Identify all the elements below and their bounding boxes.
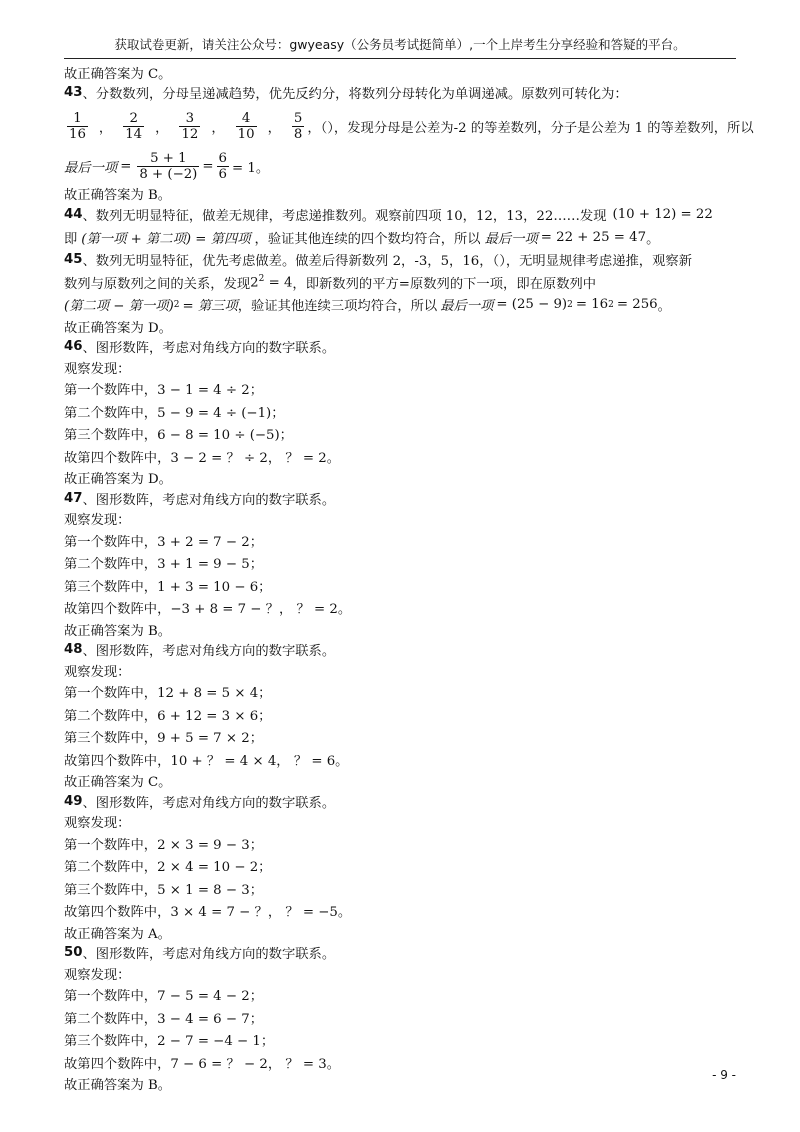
answer-line: 故正确答案为 C。 [64, 66, 172, 82]
question-45 [64, 249, 740, 272]
answer-line: 故正确答案为 B。 [64, 623, 172, 639]
separator: ， [98, 120, 113, 136]
matrix-label: 第二个数阵中， [64, 708, 158, 724]
power-base: 2 [250, 275, 259, 291]
matrix-label: 故第四个数阵中， [64, 1056, 171, 1072]
sequence-fraction [123, 111, 144, 142]
matrix-label: 第二个数阵中， [64, 405, 158, 421]
matrix-label: 第一个数阵中， [64, 534, 158, 550]
equation: −3 + 8 = 7 − ？， ？ = 2。 [170, 602, 352, 618]
observe-label: 观察发现： [64, 816, 131, 832]
question-47 [64, 488, 740, 509]
question-number: 44 [64, 207, 83, 223]
question-number: 48 [64, 642, 83, 658]
question-text: 、图形数阵，考虑对角线方向的数字联系。 [82, 644, 336, 660]
question-text: 、图形数阵，考虑对角线方向的数字联系。 [82, 795, 336, 811]
text-fragment: ，即新数列的平方=原数列的下一项，即在原数列中 [292, 276, 597, 292]
answer-line: 故正确答案为 B。 [64, 1078, 172, 1094]
sequence-fraction [292, 111, 304, 142]
matrix-equation [64, 681, 740, 704]
fraction [137, 151, 199, 182]
matrix-label: 故第四个数阵中， [64, 450, 171, 466]
matrix-equation [64, 1006, 740, 1029]
formula-result: = 1。 [232, 160, 270, 176]
page-header: 获取试卷更新，请关注公众号：gwyeasy（公务员考试挺简单）,一个上岸考生分享经验和答疑的平台。 [64, 36, 736, 59]
matrix-equation [64, 984, 740, 1007]
matrix-label: 第一个数阵中， [64, 686, 158, 702]
matrix-label: 第三个数阵中， [64, 731, 158, 747]
math-expression: = 16 [575, 297, 609, 313]
final-term-label: 最后一项 [484, 231, 538, 247]
fraction-numerator: 2 [129, 110, 138, 126]
matrix-equation [64, 900, 740, 923]
document-body [64, 62, 754, 1094]
fraction-denominator: 14 [125, 126, 143, 142]
equation: 12 + 8 = 5 × 4； [157, 686, 272, 702]
equation: 5 × 1 = 8 − 3； [157, 882, 263, 898]
question-number: 49 [64, 793, 83, 809]
separator: ， [267, 120, 281, 136]
matrix-label: 第二个数阵中， [64, 1011, 158, 1027]
question-43 [64, 83, 740, 104]
text-fragment: 。 [646, 231, 660, 247]
matrix-label: 第一个数阵中， [64, 383, 158, 399]
equation: 3 − 2 = ？ ÷ 2， ？ = 2。 [170, 450, 341, 466]
recurrence-rule: (第二项 − 第一项) [64, 299, 174, 315]
fraction-numerator: 5 [293, 110, 303, 126]
equation: 2 × 3 = 9 − 3； [157, 837, 263, 853]
question-text: 、图形数阵，考虑对角线方向的数字联系。 [82, 341, 336, 357]
page-number: - 9 - [712, 1068, 736, 1082]
sequence-fraction [236, 111, 257, 142]
matrix-equation [64, 597, 740, 620]
power-result: = 4 [268, 275, 293, 291]
matrix-label: 第一个数阵中， [64, 837, 158, 853]
math-expression [250, 274, 292, 290]
final-term-formula [64, 149, 740, 183]
separator: ， [155, 120, 169, 136]
matrix-equation [64, 400, 740, 423]
question-text: 、分数数列，分母呈递减趋势，优先反约分，将数列分母转化为单调递减。原数列可转化为： [82, 87, 628, 103]
fraction-numerator: 6 [218, 150, 227, 166]
power-exponent: 2 [567, 299, 573, 310]
answer-line: 故正确答案为 A。 [64, 926, 171, 942]
fraction-sequence [64, 103, 754, 149]
separator: ， [211, 120, 225, 136]
matrix-equation [64, 748, 740, 771]
observe-label: 观察发现： [64, 967, 131, 983]
matrix-label: 故第四个数阵中， [64, 602, 171, 618]
matrix-equation [64, 832, 740, 855]
equation: 7 − 6 = ？ − 2， ？ = 3。 [170, 1056, 341, 1072]
text-fragment: ，验证其他连续三项均符合，所以 [237, 299, 438, 315]
question-number: 46 [64, 339, 83, 355]
power-exponent: 2 [608, 299, 614, 310]
question-text: 、图形数阵，考虑对角线方向的数字联系。 [82, 492, 336, 508]
question-number: 50 [64, 945, 83, 961]
equation: 9 + 5 = 7 × 2； [157, 731, 263, 747]
math-expression: = 256 [616, 297, 658, 313]
fraction-numerator: 5 + 1 [150, 150, 187, 166]
question-number: 43 [64, 85, 83, 101]
equals-sign: = [120, 158, 132, 174]
math-expression: (10 + 12) = 22 [612, 207, 713, 223]
math-expression: = 22 + 25 = 47 [540, 229, 647, 245]
answer-line: 故正确答案为 C。 [64, 775, 172, 791]
matrix-equation [64, 1029, 740, 1052]
equation: 2 − 7 = −4 − 1； [157, 1034, 275, 1050]
equation: 3 + 2 = 7 − 2； [157, 534, 263, 550]
power-exponent: 2 [258, 274, 265, 285]
fraction-numerator: 4 [241, 110, 251, 126]
matrix-equation [64, 574, 740, 597]
matrix-equation [64, 378, 740, 401]
sequence-remark: ，（），发现分母是公差为-2 的等差数列，分子是公差为 1 的等差数列，所以 [307, 120, 754, 136]
answer-line: 故正确答案为 B。 [64, 187, 172, 203]
matrix-equation [64, 726, 740, 749]
question-number: 47 [64, 490, 83, 506]
text-fragment: 即 [64, 231, 78, 247]
question-number: 45 [64, 252, 83, 268]
question-45-line3 [64, 294, 740, 317]
equation: 5 − 9 = 4 ÷ (−1)； [157, 405, 285, 421]
matrix-equation [64, 1051, 740, 1074]
observe-label: 观察发现： [64, 664, 131, 680]
matrix-label: 第二个数阵中， [64, 557, 158, 573]
fraction-denominator: 10 [237, 126, 255, 142]
matrix-equation [64, 703, 740, 726]
answer-line: 故正确答案为 D。 [64, 320, 172, 336]
final-term-label: 最后一项 [64, 160, 118, 176]
equation: 7 − 5 = 4 − 2； [157, 989, 263, 1005]
text-fragment: 。 [657, 299, 671, 315]
equation: 3 + 1 = 9 − 5； [157, 557, 263, 573]
question-46 [64, 337, 740, 358]
question-49 [64, 791, 740, 812]
fraction-numerator: 1 [73, 110, 82, 126]
observe-label: 观察发现： [64, 513, 131, 529]
fraction [217, 151, 229, 182]
sequence-fraction [67, 111, 88, 142]
question-text: 、数列无明显特征，优先考虑做差。做差后得新数列 2，-3，5，16，（），无明显规律考虑递推，观察新 [82, 254, 692, 270]
power-exponent: 2 [173, 299, 180, 310]
equation: 3 × 4 = 7 − ？， ？ = −5。 [170, 905, 352, 921]
question-50 [64, 943, 740, 964]
question-45-line2 [64, 271, 740, 294]
recurrence-rule: (第一项 + 第二项) = 第四项 [81, 231, 251, 247]
fraction-numerator: 3 [185, 110, 195, 126]
fraction-denominator: 8 + (−2) [139, 166, 198, 182]
question-44 [64, 204, 740, 227]
text-fragment: ，验证其他连续的四个数均符合，所以 [254, 231, 481, 247]
matrix-equation [64, 445, 740, 468]
equals-sign: = [202, 158, 214, 174]
question-44-line2 [64, 226, 740, 249]
answer-line: 故正确答案为 D。 [64, 472, 172, 488]
matrix-label: 故第四个数阵中， [64, 905, 171, 921]
equation: 10 + ？ = 4 × 4， ？ = 6。 [170, 753, 349, 769]
fraction-denominator: 12 [181, 126, 199, 142]
observe-label: 观察发现： [64, 361, 131, 377]
matrix-label: 第三个数阵中， [64, 579, 158, 595]
equation: 6 + 12 = 3 × 6； [157, 708, 272, 724]
fraction-list [64, 111, 307, 142]
equation: 3 − 4 = 6 − 7； [157, 1011, 263, 1027]
equation: 3 − 1 = 4 ÷ 2； [157, 383, 263, 399]
matrix-label: 第三个数阵中， [64, 428, 158, 444]
math-expression: = (25 − 9) [496, 297, 568, 313]
matrix-label: 第二个数阵中， [64, 860, 158, 876]
equation: 2 × 4 = 10 − 2； [157, 860, 272, 876]
text-fragment: 数列与原数列之间的关系，发现 [64, 276, 251, 292]
fraction-denominator: 6 [218, 166, 227, 182]
matrix-label: 第三个数阵中， [64, 1034, 158, 1050]
matrix-label: 故第四个数阵中， [64, 753, 171, 769]
recurrence-rule-result: = 第三项 [182, 299, 238, 315]
matrix-label: 第三个数阵中， [64, 882, 158, 898]
question-text: 、图形数阵，考虑对角线方向的数字联系。 [82, 947, 336, 963]
equation: 1 + 3 = 10 − 6； [157, 579, 272, 595]
fraction-denominator: 8 [293, 126, 303, 142]
matrix-equation [64, 529, 740, 552]
question-48 [64, 640, 740, 661]
equation: 6 − 8 = 10 ÷ (−5)； [157, 428, 293, 444]
matrix-equation [64, 552, 740, 575]
matrix-equation [64, 855, 740, 878]
matrix-equation [64, 423, 740, 446]
matrix-equation [64, 877, 740, 900]
question-text: 、数列无明显特征，做差无规律，考虑递推数列。观察前四项 10，12，13，22……发现 [82, 209, 607, 225]
final-term-label: 最后一项 [440, 299, 494, 315]
sequence-fraction [179, 111, 200, 142]
fraction-denominator: 16 [69, 126, 86, 142]
matrix-label: 第一个数阵中， [64, 989, 158, 1005]
